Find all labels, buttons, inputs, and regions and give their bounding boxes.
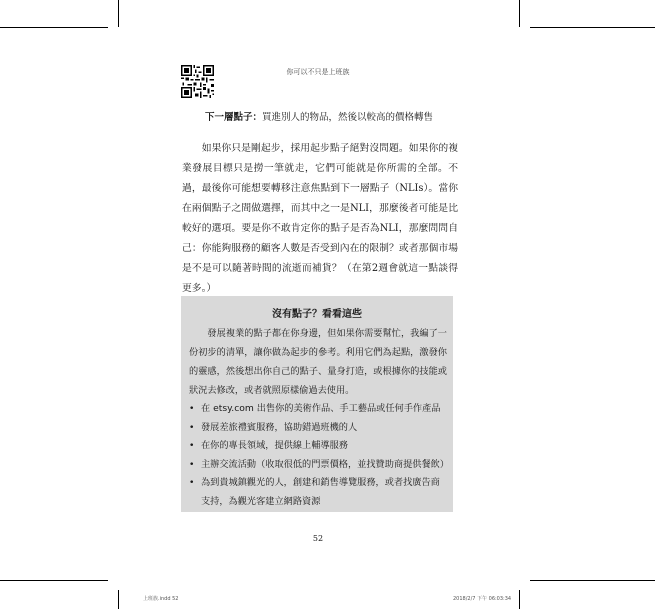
slug-file: 上班族.indd 52	[143, 596, 179, 602]
crop-mark	[118, 590, 119, 609]
list-item	[189, 400, 447, 419]
bullet-icon: •	[189, 421, 195, 433]
sidebar-box	[181, 296, 453, 512]
list-item-text: 發展差旅禮賓服務，協助錯過班機的人	[201, 421, 358, 433]
list-item	[189, 474, 447, 511]
sidebar-title: 沒有點子？看看這些	[272, 309, 362, 320]
crop-mark	[530, 580, 655, 581]
qr-code-icon	[181, 65, 214, 98]
page-number: 52	[312, 534, 324, 543]
bullet-icon: •	[189, 403, 195, 414]
slug-timestamp: 2018/2/7 下午 06:03:34	[453, 596, 512, 602]
sidebar-paragraph: 發展複業的點子都在你身邊，但如果你需要幫忙，我編了一份初步的清單，讓你做為起步的參考。利用它們為起點，激發你的靈感，然後想出你自己的點子、量身打造，或根據你的技能或狀況去修改，或者就照原樣偷過去使用。	[189, 328, 447, 396]
bullet-icon: •	[189, 477, 195, 488]
list-item	[189, 437, 447, 456]
bullet-icon: •	[189, 458, 195, 470]
body-paragraph: 如果你只是剛起步，採用起步點子絕對沒問題。如果你的複業發展目標只是撈一筆就走，它們可能就是你所需的全部。不過，最後你可能想要轉移注意焦點到下一層點子（NLIs）。當你在兩個點子之間做選擇，而其中之一是NLI，那麼後者可能是比較好的選項。要是你不敢肯定你的點子是否為NLI，那麼問問自己：你能夠服務的顧客人數是否受到內在的限制？或者那個市場是不是可以隨著時間的流逝而補貨？（在第2週會就這一點談得更多。）	[182, 143, 458, 294]
section-heading-text: 買進別人的物品，然後以較高的價格轉售	[262, 112, 434, 123]
list-item-text: 在 etsy.com 出售你的美術作品、手工藝品或任何手作產品	[201, 403, 441, 414]
bullet-icon: •	[189, 440, 195, 451]
running-head: 你可以不只是上班族	[286, 68, 350, 76]
list-item-text: 為到貴城鎮觀光的人，創建和銷售導覽服務，或者找廣告商支持，為觀光客建立網路資源	[201, 477, 440, 507]
list-item-text: 主辦交流活動（收取很低的門票價格，並找贊助商提供餐飲）	[201, 458, 450, 470]
crop-mark	[0, 27, 108, 28]
list-item	[189, 419, 447, 438]
crop-mark	[118, 0, 119, 27]
crop-mark	[530, 27, 655, 28]
list-item-text: 在你的專長領域，提供線上輔導服務	[201, 440, 348, 451]
crop-mark	[519, 590, 520, 609]
crop-mark	[519, 0, 520, 27]
section-heading	[205, 109, 433, 123]
idea-list	[189, 400, 450, 511]
section-heading-label: 下一層點子：	[205, 112, 263, 123]
list-item	[189, 456, 450, 475]
crop-mark	[0, 580, 108, 581]
